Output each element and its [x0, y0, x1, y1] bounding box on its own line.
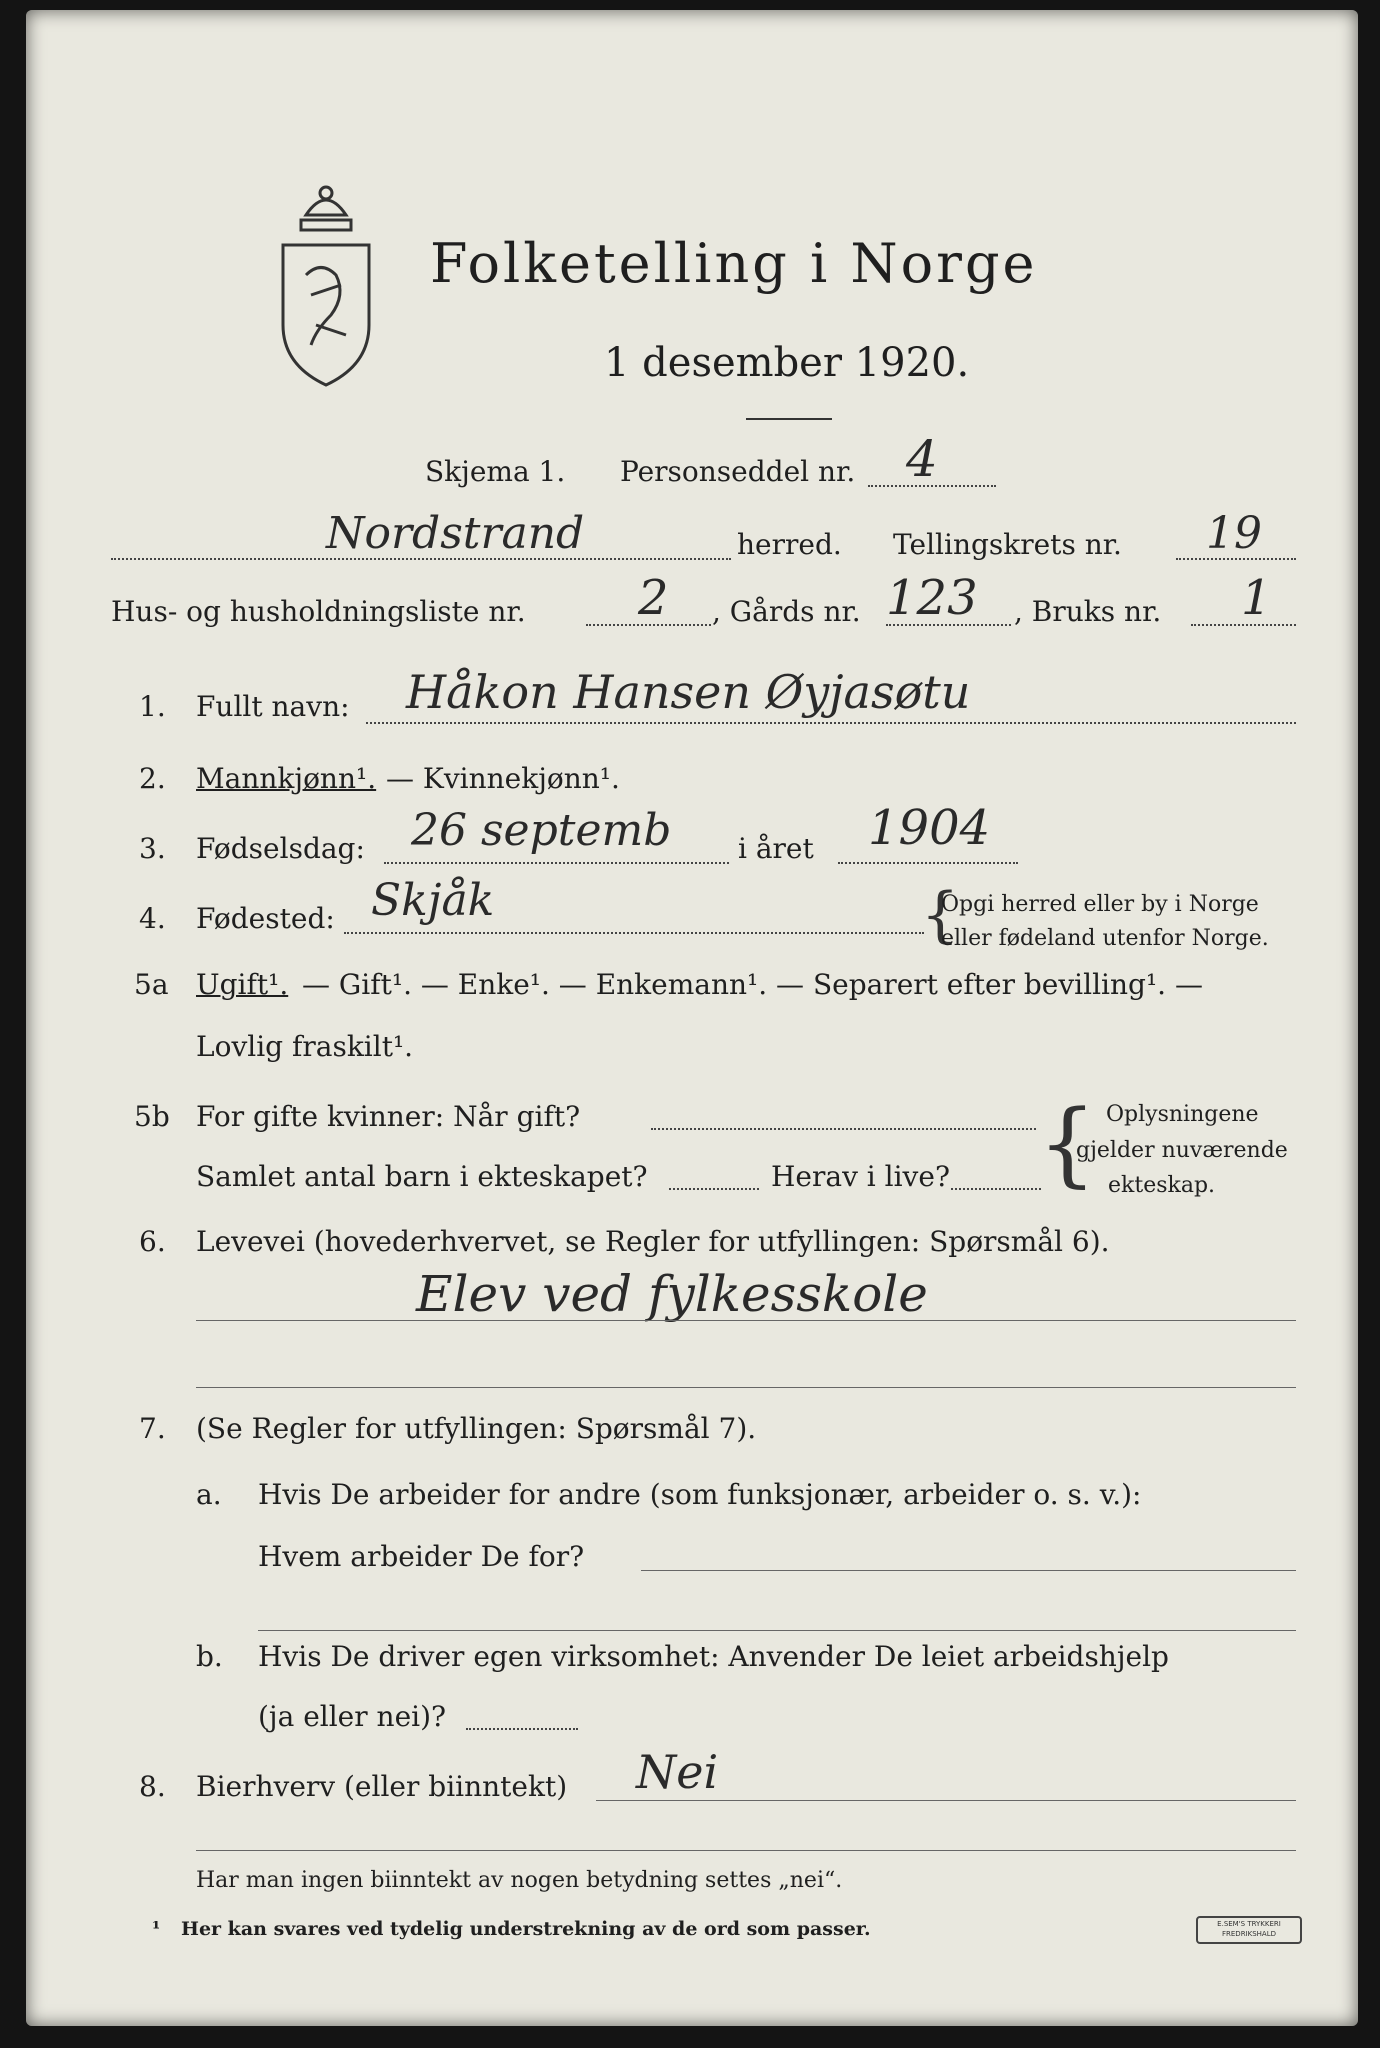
status-ugift-option[interactable]: Ugift¹. [196, 968, 289, 1001]
q5b-note-line2: gjelder nuværende [1076, 1138, 1288, 1163]
q4-number: 4. [139, 902, 166, 935]
herred-label: herred. [737, 528, 842, 561]
tellingskrets-label: Tellingskrets nr. [893, 528, 1122, 561]
q1-label: Fullt navn: [196, 690, 350, 723]
q1-number: 1. [139, 690, 166, 723]
q4-note-line2: eller fødeland utenfor Norge. [941, 926, 1269, 951]
children-line [669, 1188, 759, 1190]
full-name-value[interactable]: Håkon Hansen Øyjasøtu [406, 665, 971, 719]
gards-value[interactable]: 123 [886, 570, 978, 626]
q7-label: (Se Regler for utfyllingen: Spørsmål 7). [196, 1412, 757, 1445]
q7b-number: b. [196, 1640, 223, 1673]
birthday-value[interactable]: 26 septemb [411, 805, 672, 856]
status-fraskilt-option[interactable]: Lovlig fraskilt¹. [196, 1030, 414, 1063]
employer-line-2 [258, 1630, 1296, 1631]
q4-note-line1: Opgi herred eller by i Norge [941, 892, 1259, 917]
tellingskrets-value[interactable]: 19 [1206, 508, 1262, 559]
bruks-value[interactable]: 1 [1241, 570, 1272, 626]
q1-line [366, 722, 1296, 724]
gards-label: , Gårds nr. [712, 595, 861, 628]
herred-value[interactable]: Nordstrand [326, 508, 585, 559]
hired-help-line [466, 1728, 578, 1730]
q3-number: 3. [139, 832, 166, 865]
footnote-text: Her kan svares ved tydelig understrekning av de ord som passer. [181, 1918, 871, 1940]
status-other-options[interactable]: — Gift¹. — Enke¹. — Enkemann¹. — Separert efter bevilling¹. — [302, 968, 1203, 1001]
q7a-number: a. [196, 1478, 222, 1511]
gender-female-option[interactable]: — Kvinnekjønn¹. [386, 762, 620, 795]
census-form-page [26, 10, 1358, 2026]
q5b-alive-label: Herav i live? [771, 1160, 950, 1193]
side-income-line-2 [196, 1850, 1296, 1851]
hus-label: Hus- og husholdningsliste nr. [111, 595, 526, 628]
birth-year-line [838, 862, 1018, 864]
occupation-line-1 [196, 1320, 1296, 1321]
q7b-yesno-label: (ja eller nei)? [258, 1700, 447, 1733]
q5b-label: For gifte kvinner: Når gift? [196, 1100, 581, 1133]
q6-label: Levevei (hovederhvervet, se Regler for utfyllingen: Spørsmål 6). [196, 1225, 1110, 1258]
hus-value[interactable]: 2 [638, 570, 669, 626]
printer-stamp-line2: FREDRIKSHALD [1221, 1930, 1276, 1938]
q7a-employer-label: Hvem arbeider De for? [258, 1540, 585, 1573]
q3-label: Fødselsdag: [196, 832, 365, 865]
q5b-children-label: Samlet antal barn i ekteskapet? [196, 1160, 648, 1193]
side-income-value[interactable]: Nei [636, 1745, 719, 1799]
birth-year-value[interactable]: 1904 [868, 800, 991, 856]
q8-number: 8. [139, 1770, 166, 1803]
q7a-label: Hvis De arbeider for andre (som funksjonær, arbeider o. s. v.): [258, 1478, 1142, 1511]
married-when-line [651, 1128, 1036, 1130]
q7-number: 7. [139, 1412, 166, 1445]
side-income-line-1 [596, 1800, 1296, 1801]
birthplace-value[interactable]: Skjåk [371, 875, 495, 926]
q4-brace: { [921, 880, 960, 950]
q4-label: Fødested: [196, 902, 335, 935]
birthplace-line [344, 932, 924, 934]
q6-number: 6. [139, 1225, 166, 1258]
coat-of-arms-icon [271, 175, 381, 390]
occupation-value[interactable]: Elev ved fylkesskole [416, 1265, 928, 1323]
q8-label: Bierhverv (eller biinntekt) [196, 1770, 568, 1803]
birthday-line [384, 862, 729, 864]
q2-number: 2. [139, 762, 166, 795]
q5b-note-line1: Oplysningene [1106, 1102, 1259, 1127]
q5a-number: 5a [134, 968, 169, 1001]
personseddel-value[interactable]: 4 [906, 430, 938, 488]
q5b-number: 5b [134, 1100, 170, 1133]
form-title: Folketelling i Norge [430, 232, 1038, 295]
side-income-note: Har man ingen biinntekt av nogen betydning settes „nei“. [196, 1868, 843, 1893]
occupation-line-2 [196, 1387, 1296, 1388]
gender-male-option[interactable]: Mannkjønn¹. [196, 762, 377, 795]
personseddel-label: Personseddel nr. [620, 455, 856, 488]
footnote-marker: ¹ [152, 1918, 161, 1940]
printer-stamp [1196, 1916, 1302, 1944]
q5b-note-line3: ekteskap. [1108, 1173, 1216, 1198]
printer-stamp-line1: E.SEM'S TRYKKERI [1217, 1920, 1281, 1928]
employer-line-1 [641, 1570, 1296, 1571]
alive-line [951, 1188, 1041, 1190]
skjema-label: Skjema 1. [425, 455, 566, 488]
q5b-brace: { [1038, 1090, 1097, 1197]
q7b-label: Hvis De driver egen virksomhet: Anvender De leiet arbeidshjelp [258, 1640, 1169, 1673]
bruks-label: , Bruks nr. [1014, 595, 1162, 628]
form-date: 1 desember 1920. [604, 340, 970, 386]
title-divider [746, 418, 832, 420]
q3-year-label: i året [738, 832, 814, 865]
